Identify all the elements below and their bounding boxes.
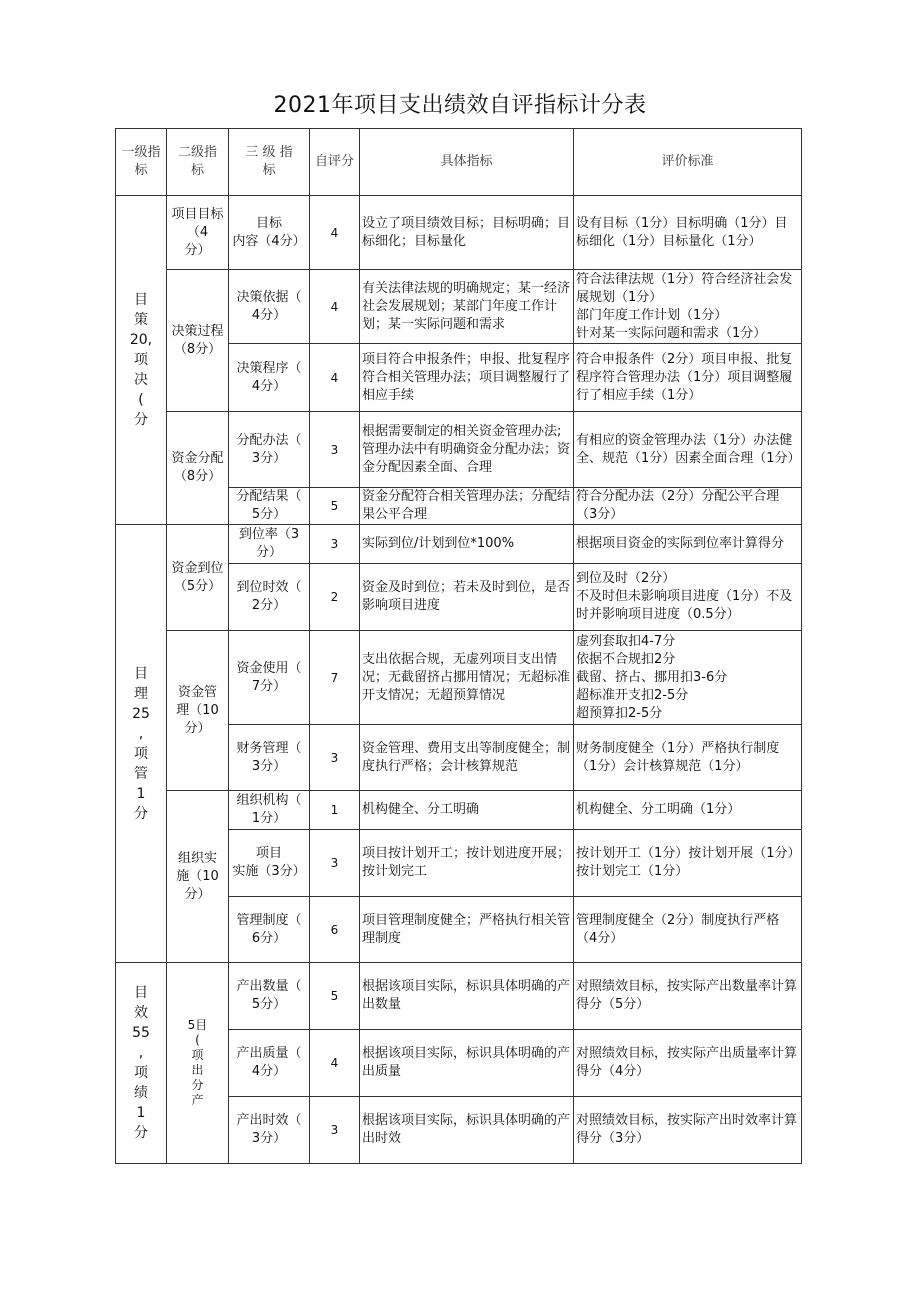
standard-cell: 到位及时（2分） 不及时但未影响项目进度（1分）不及时并影响项目进度（0.5分）	[574, 564, 802, 631]
indicator-cell: 机构健全、分工明确	[360, 791, 574, 830]
level3-cell: 决策依据（ 4分）	[229, 270, 310, 344]
score-cell: 2	[310, 564, 360, 631]
score-cell: 3	[310, 725, 360, 791]
standard-cell: 对照绩效目标，按实际产出时效率计算得分（3分）	[574, 1097, 802, 1164]
score-cell: 7	[310, 631, 360, 725]
score-cell: 3	[310, 412, 360, 488]
level1-decision: 目 策 20, 项 决 ( 分	[116, 196, 167, 525]
level3-cell: 到位率（3 分）	[229, 525, 310, 564]
level1-management: 目 理 25 , 项 管 1 分	[116, 525, 167, 963]
standard-cell: 对照绩效目标，按实际产出质量率计算得分（4分）	[574, 1030, 802, 1097]
header-self-score: 自评分	[310, 129, 360, 196]
level3-cell: 分配办法（ 3分）	[229, 412, 310, 488]
header-indicator: 具体指标	[360, 129, 574, 196]
level3-cell: 产出质量（ 4分）	[229, 1030, 310, 1097]
header-row	[116, 129, 802, 196]
table-row	[116, 963, 802, 1030]
standard-cell: 符合申报条件（2分）项目申报、批复程序符合管理办法（1分）项目调整履行了相应手续（1分）	[574, 344, 802, 412]
score-cell: 3	[310, 830, 360, 897]
table-row	[116, 791, 802, 830]
level2-output: 5目 ( 项 出 分 产	[167, 963, 229, 1164]
standard-cell: 财务制度健全（1分）严格执行制度（1分）会计核算规范（1分）	[574, 725, 802, 791]
indicator-cell: 根据该项目实际，标识具体明确的产出时效	[360, 1097, 574, 1164]
standard-cell: 符合分配办法（2分）分配公平合理（3分）	[574, 488, 802, 525]
level3-cell: 产出数量（ 5分）	[229, 963, 310, 1030]
level3-cell: 分配结果（ 5分）	[229, 488, 310, 525]
table-row	[116, 631, 802, 725]
standard-cell: 虚列套取扣4-7分 依据不合规扣2分 截留、挤占、挪用扣3-6分 超标准开支扣2-5分 超预算扣2-5分	[574, 631, 802, 725]
level3-cell: 财务管理（ 3分）	[229, 725, 310, 791]
level2-arrival: 资金到位 （5分）	[167, 525, 229, 631]
standard-cell: 根据项目资金的实际到位率计算得分	[574, 525, 802, 564]
standard-cell: 对照绩效目标，按实际产出数量率计算得分（5分）	[574, 963, 802, 1030]
indicator-cell: 支出依据合规，无虚列项目支出情况；无截留挤占挪用情况；无超标准开支情况；无超预算情况	[360, 631, 574, 725]
indicator-cell: 资金分配符合相关管理办法；分配结果公平合理	[360, 488, 574, 525]
table-row	[116, 196, 802, 270]
indicator-cell: 实际到位/计划到位*100%	[360, 525, 574, 564]
level3-cell: 目标 内容（4分）	[229, 196, 310, 270]
indicator-cell: 项目管理制度健全；严格执行相关管理制度	[360, 897, 574, 963]
indicator-cell: 资金及时到位；若未及时到位，是否影响项目进度	[360, 564, 574, 631]
level3-cell: 管理制度（ 6分）	[229, 897, 310, 963]
standard-cell: 按计划开工（1分）按计划开展（1分）按计划完工（1分）	[574, 830, 802, 897]
indicator-cell: 根据该项目实际，标识具体明确的产出数量	[360, 963, 574, 1030]
indicator-cell: 有关法律法规的明确规定；某一经济社会发展规划；某部门年度工作计划；某一实际问题和需求	[360, 270, 574, 344]
header-level2: 二级指 标	[167, 129, 229, 196]
header-standard: 评价标准	[574, 129, 802, 196]
standard-cell: 管理制度健全（2分）制度执行严格（4分）	[574, 897, 802, 963]
level3-cell: 决策程序（ 4分）	[229, 344, 310, 412]
level3-cell: 到位时效（ 2分）	[229, 564, 310, 631]
score-cell: 1	[310, 791, 360, 830]
level2-objectives: 项目目标 （4 分）	[167, 196, 229, 270]
score-cell: 5	[310, 963, 360, 1030]
score-cell: 3	[310, 525, 360, 564]
level3-cell: 资金使用（ 7分）	[229, 631, 310, 725]
indicator-cell: 根据该项目实际，标识具体明确的产出质量	[360, 1030, 574, 1097]
level2-allocation: 资金分配 （8分）	[167, 412, 229, 525]
standard-cell: 符合法律法规（1分）符合经济社会发展规划（1分） 部门年度工作计划（1分） 针对某一实际问题和需求（1分）	[574, 270, 802, 344]
indicator-cell: 项目按计划开工；按计划进度开展；按计划完工	[360, 830, 574, 897]
header-level1: 一级指 标	[116, 129, 167, 196]
standard-cell: 有相应的资金管理办法（1分）办法健全、规范（1分）因素全面合理（1分）	[574, 412, 802, 488]
score-cell: 6	[310, 897, 360, 963]
indicator-cell: 根据需要制定的相关资金管理办法;管理办法中有明确资金分配办法；资金分配因素全面、合理	[360, 412, 574, 488]
level2-process: 决策过程 （8分）	[167, 270, 229, 412]
indicator-cell: 设立了项目绩效目标；目标明确；目标细化；目标量化	[360, 196, 574, 270]
score-cell: 5	[310, 488, 360, 525]
indicator-cell: 项目符合申报条件；申报、批复程序符合相关管理办法；项目调整履行了相应手续	[360, 344, 574, 412]
table-row	[116, 525, 802, 564]
level2-organization: 组织实 施（10 分）	[167, 791, 229, 963]
header-level3: 三 级 指 标	[229, 129, 310, 196]
score-cell: 3	[310, 1097, 360, 1164]
level3-cell: 产出时效（ 3分）	[229, 1097, 310, 1164]
score-cell: 4	[310, 1030, 360, 1097]
score-cell: 4	[310, 344, 360, 412]
level3-cell: 组织机构（ 1分）	[229, 791, 310, 830]
table-row	[116, 412, 802, 488]
indicator-cell: 资金管理、费用支出等制度健全；制度执行严格；会计核算规范	[360, 725, 574, 791]
level2-fund-management: 资金管 理（10 分）	[167, 631, 229, 791]
level1-performance: 目 效 55 , 项 绩 1 分	[116, 963, 167, 1164]
standard-cell: 设有目标（1分）目标明确（1分）目标细化（1分）目标量化（1分）	[574, 196, 802, 270]
table-row	[116, 270, 802, 344]
level3-cell: 项目 实施（3分）	[229, 830, 310, 897]
page-title: 2021年项目支出绩效自评指标计分表	[273, 93, 647, 118]
score-cell: 4	[310, 196, 360, 270]
score-cell: 4	[310, 270, 360, 344]
score-table	[115, 128, 802, 1164]
standard-cell: 机构健全、分工明确（1分）	[574, 791, 802, 830]
